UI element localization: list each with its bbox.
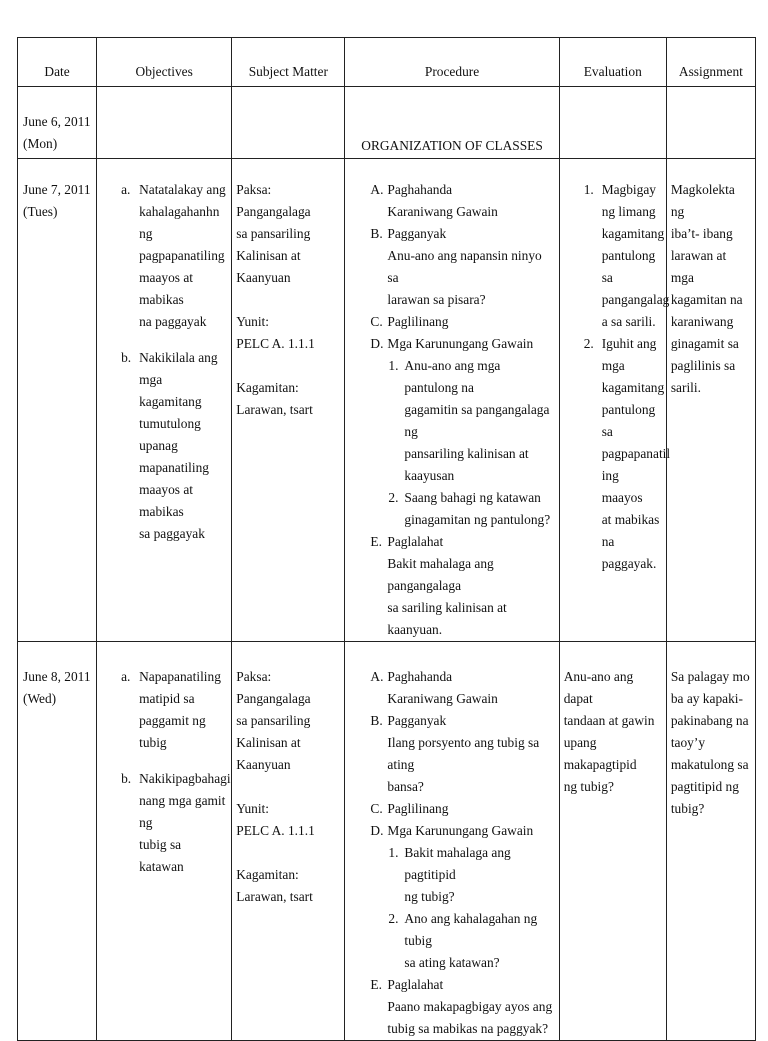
text-line: ginagamitan ng pantulong? xyxy=(404,512,551,527)
text-line: Anu-ano ang napansin ninyo sa xyxy=(387,248,542,285)
text-line: Anu-ano ang mga pantulong na xyxy=(404,358,501,395)
evaluation-list xyxy=(564,179,671,575)
procedure-cell xyxy=(345,642,559,1041)
assignment-text xyxy=(667,159,755,399)
subject-matter xyxy=(232,642,344,908)
list-item xyxy=(564,179,670,333)
text-line: larawan sa pisara? xyxy=(387,292,486,307)
table-row xyxy=(18,642,756,1041)
list-marker: 2. xyxy=(583,336,594,351)
list-marker: b. xyxy=(121,350,132,365)
list-marker: B. xyxy=(370,713,383,728)
date-cell xyxy=(18,642,97,1041)
header-assignment: Assignment xyxy=(666,38,755,87)
text-line: kagamitang xyxy=(601,380,665,395)
list-marker: C. xyxy=(370,801,383,816)
evaluation-cell xyxy=(559,87,666,159)
assignment-cell xyxy=(666,87,755,159)
list-marker: E. xyxy=(370,977,382,992)
text-line: Yunit: xyxy=(236,314,270,329)
text-line: gagamitin sa pangangalaga ng xyxy=(404,402,550,439)
text-line: mga xyxy=(601,358,625,373)
list-item xyxy=(101,768,231,878)
evaluation-text xyxy=(560,642,666,798)
subject-cell xyxy=(232,642,345,1041)
text-line: tubig sa katawan xyxy=(139,837,184,874)
text-line: ng tubig? xyxy=(404,889,455,904)
date-text: June 7, 2011 xyxy=(23,182,91,197)
text-line: Karaniwang Gawain xyxy=(387,691,498,706)
text-line: Iguhit ang xyxy=(601,336,657,351)
procedure-substep xyxy=(349,842,554,908)
text-line: makatulong sa xyxy=(670,757,749,772)
procedure-step xyxy=(349,798,554,820)
day-text: (Mon) xyxy=(23,136,58,151)
spacer xyxy=(236,842,340,864)
text-line: ing maayos xyxy=(601,468,643,505)
text-line: mga kagamitang xyxy=(139,372,202,409)
header-subject-matter: Subject Matter xyxy=(232,38,345,87)
text-line: tubig sa mabikas na paggyak? xyxy=(387,1021,549,1036)
list-marker: 1. xyxy=(388,845,399,860)
text-line: Bakit mahalaga ang pagtitipid xyxy=(404,845,511,882)
text-line: sa sariling kalinisan at kaanyuan. xyxy=(387,600,507,637)
text-line: Anu-ano ang dapat xyxy=(563,669,634,706)
text-line: Pagganyak xyxy=(387,226,447,241)
text-line: tumutulong xyxy=(139,416,201,431)
text-line: pakinabang na xyxy=(670,713,749,728)
list-marker: 2. xyxy=(388,490,399,505)
procedure-step xyxy=(349,666,554,710)
spacer xyxy=(236,776,340,798)
text-line: pantulong sa xyxy=(601,248,656,285)
text-line: pangangalag xyxy=(601,292,670,307)
list-item xyxy=(101,666,227,754)
table-row xyxy=(18,159,756,642)
text-line: sa paggayak xyxy=(139,526,205,541)
text-line: Magkolekta ng xyxy=(670,182,735,219)
text-line: Paksa: Pangangalaga xyxy=(236,182,311,219)
date-text: June 8, 2011 xyxy=(23,669,91,684)
text-line: Kaanyuan xyxy=(236,757,291,772)
list-marker: b. xyxy=(121,771,132,786)
text-line: pagpapanatil xyxy=(601,446,671,461)
text-line: upang makapagtipid xyxy=(563,735,637,772)
procedure-substeps xyxy=(387,842,554,974)
text-line: tandaan at gawin xyxy=(563,713,655,728)
text-line: Bakit mahalaga ang pangangalaga xyxy=(387,556,494,593)
text-line: Saang bahagi ng katawan xyxy=(404,490,541,505)
text-line: taoy’y xyxy=(670,735,706,750)
objectives-list xyxy=(101,666,231,878)
text-line: ng limang xyxy=(601,204,656,219)
text-line: bansa? xyxy=(387,779,424,794)
text-line: Paghahanda xyxy=(387,669,453,684)
list-marker: A. xyxy=(370,669,384,684)
text-line: pagpapanatiling xyxy=(139,248,225,263)
text-line: Yunit: xyxy=(236,801,270,816)
text-line: sa ating katawan? xyxy=(404,955,500,970)
text-line: at mabikas xyxy=(601,512,660,527)
subject-cell xyxy=(232,87,345,159)
assignment-cell xyxy=(666,642,755,1041)
text-line: PELC A. 1.1.1 xyxy=(236,823,315,838)
text-line: Magbigay xyxy=(601,182,656,197)
text-line: Larawan, tsart xyxy=(236,889,313,904)
procedure-cell xyxy=(345,87,559,159)
yunit-block xyxy=(236,311,340,355)
date-cell xyxy=(18,87,97,159)
subject-cell xyxy=(232,159,345,642)
text-line: pantulong sa xyxy=(601,402,656,439)
text-line: Paglilinang xyxy=(387,314,449,329)
list-marker: 1. xyxy=(388,358,399,373)
text-line: kagamitan na xyxy=(670,292,743,307)
text-line: na paggayak xyxy=(139,314,207,329)
procedure-step xyxy=(349,179,554,223)
procedure-step xyxy=(349,531,554,641)
text-line: mapanatiling xyxy=(139,460,210,475)
text-line: Ano ang kahalagahan ng tubig xyxy=(404,911,538,948)
text-line: kaayusan xyxy=(404,468,455,483)
text-line: paglilinis sa xyxy=(670,358,736,373)
procedure-step xyxy=(349,311,554,333)
objectives-list xyxy=(101,179,227,545)
text-line: pansariling kalinisan at xyxy=(404,446,529,461)
kagamitan-block xyxy=(236,377,340,421)
text-line: paggamit ng tubig xyxy=(139,713,206,750)
text-line: ginagamit sa xyxy=(670,336,739,351)
text-line: Nakikipagbahagi xyxy=(139,771,231,786)
text-line: Larawan, tsart xyxy=(236,402,313,417)
text-line: sa pansariling xyxy=(236,226,311,241)
table-row xyxy=(18,87,756,159)
procedure-step xyxy=(349,974,554,1040)
list-marker: D. xyxy=(370,336,384,351)
text-line: kagamitang xyxy=(601,226,665,241)
text-line: iba’t- ibang xyxy=(670,226,733,241)
day-text: (Wed) xyxy=(23,691,57,706)
procedure-step xyxy=(349,223,554,311)
list-marker: 2. xyxy=(388,911,399,926)
spacer xyxy=(236,289,340,311)
procedure-substep xyxy=(349,487,554,531)
objectives-cell xyxy=(97,159,232,642)
text-line: a sa sarili. xyxy=(601,314,656,329)
text-line: Ilang porsyento ang tubig sa ating xyxy=(387,735,540,772)
text-line: nang mga gamit ng xyxy=(139,793,226,830)
text-line: Nakikilala ang xyxy=(139,350,218,365)
header-objectives: Objectives xyxy=(97,38,232,87)
text-line: Napapanatiling xyxy=(139,669,221,684)
day-text: (Tues) xyxy=(23,204,58,219)
list-marker: C. xyxy=(370,314,383,329)
text-line: Pagganyak xyxy=(387,713,447,728)
header-evaluation: Evaluation xyxy=(559,38,666,87)
list-marker: 1. xyxy=(583,182,594,197)
text-line: matipid sa xyxy=(139,691,195,706)
list-marker: D. xyxy=(370,823,384,838)
organization-of-classes: ORGANIZATION OF CLASSES xyxy=(361,138,543,153)
paksa-block xyxy=(236,666,340,776)
text-line: sa pansariling xyxy=(236,713,311,728)
header-date: Date xyxy=(18,38,97,87)
text-line: Sa palagay mo xyxy=(670,669,750,684)
list-item xyxy=(101,179,227,333)
text-line: Paglalahat xyxy=(387,534,444,549)
procedure-substep xyxy=(349,908,554,974)
date-text: June 6, 2011 xyxy=(23,114,91,129)
text-line: Kaanyuan xyxy=(236,270,291,285)
evaluation-cell xyxy=(559,642,666,1041)
lesson-plan-table xyxy=(17,37,756,1041)
text-line: Paksa: Pangangalaga xyxy=(236,669,311,706)
text-line: maayos at mabikas xyxy=(139,270,194,307)
assignment-text xyxy=(667,642,755,820)
objectives-cell xyxy=(97,642,232,1041)
assignment-cell xyxy=(666,159,755,642)
text-line: pagtitipid ng xyxy=(670,779,739,794)
evaluation-cell xyxy=(559,159,671,642)
text-line: Kalinisan at xyxy=(236,735,301,750)
text-line: karaniwang xyxy=(670,314,734,329)
text-line: Kalinisan at xyxy=(236,248,301,263)
procedure-list xyxy=(349,666,554,1040)
list-marker: E. xyxy=(370,534,382,549)
text-line: Kagamitan: xyxy=(236,867,299,882)
text-line: Paano makapagbigay ayos ang xyxy=(387,999,553,1014)
objectives-cell xyxy=(97,87,232,159)
list-marker: B. xyxy=(370,226,383,241)
text-line: Paglalahat xyxy=(387,977,444,992)
text-line: ng tubig? xyxy=(563,779,614,794)
header-row xyxy=(18,38,756,87)
text-line: ba ay kapaki- xyxy=(670,691,743,706)
list-marker: a. xyxy=(121,669,131,684)
subject-matter xyxy=(232,159,344,421)
yunit-block xyxy=(236,798,340,842)
paksa-block xyxy=(236,179,340,289)
text-line: Paghahanda xyxy=(387,182,453,197)
list-marker: A. xyxy=(370,182,384,197)
procedure-substep xyxy=(349,355,554,487)
list-item xyxy=(564,333,671,575)
procedure-step xyxy=(349,333,554,531)
text-line: Natatalakay ang xyxy=(139,182,226,197)
procedure-substeps xyxy=(387,355,554,531)
text-line: maayos at mabikas xyxy=(139,482,194,519)
text-line: tubig? xyxy=(670,801,705,816)
text-line: Karaniwang Gawain xyxy=(387,204,498,219)
list-item xyxy=(101,347,227,545)
text-line: na paggayak. xyxy=(601,534,657,571)
procedure-step xyxy=(349,820,554,974)
procedure-list xyxy=(349,179,554,641)
kagamitan-block xyxy=(236,864,340,908)
text-line: Mga Karunungang Gawain xyxy=(387,823,534,838)
text-line: Paglilinang xyxy=(387,801,449,816)
text-line: Kagamitan: xyxy=(236,380,299,395)
header-procedure: Procedure xyxy=(345,38,559,87)
text-line: larawan at mga xyxy=(670,248,727,285)
text-line: upanag xyxy=(139,438,178,453)
procedure-cell xyxy=(345,159,559,642)
procedure-step xyxy=(349,710,554,798)
spacer xyxy=(236,355,340,377)
text-line: sarili. xyxy=(670,380,701,395)
date-cell xyxy=(18,159,97,642)
text-line: Mga Karunungang Gawain xyxy=(387,336,534,351)
text-line: kahalagahanhn ng xyxy=(139,204,220,241)
text-line: PELC A. 1.1.1 xyxy=(236,336,315,351)
list-marker: a. xyxy=(121,182,131,197)
